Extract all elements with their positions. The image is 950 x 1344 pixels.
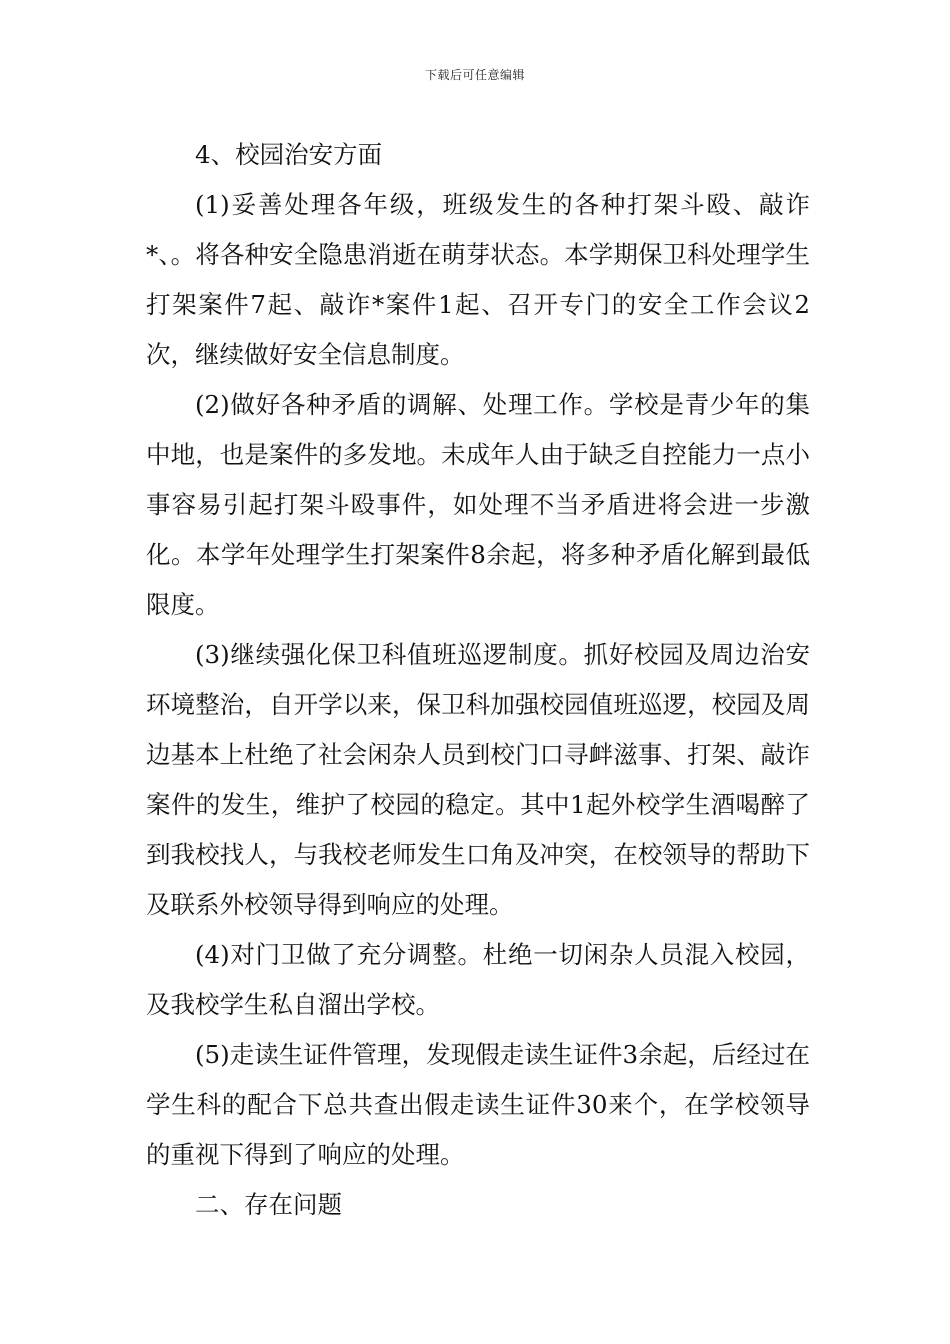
paragraph-4: (4)对门卫做了充分调整。杜绝一切闲杂人员混入校园，及我校学生私自溜出学校。 bbox=[146, 940, 810, 1019]
header-note: 下载后可任意编辑 bbox=[424, 68, 525, 82]
section-title: 4、校园治安方面 bbox=[195, 140, 383, 169]
paragraph-1: (1)妥善处理各年级，班级发生的各种打架斗殴、敲诈*、。将各种安全隐患消逝在萌芽状态。本学期保卫科处理学生打架案件7起、敲诈*案件1起、召开专门的安全工作会议2次，继续做好安全信息制度。 bbox=[146, 190, 810, 369]
next-section-title: 二、存在问题 bbox=[195, 1190, 342, 1219]
paragraph-5: (5)走读生证件管理，发现假走读生证件3余起，后经过在学生科的配合下总共查出假走读生证件30来个，在学校领导的重视下得到了响应的处理。 bbox=[146, 1040, 810, 1169]
paragraph-3: (3)继续强化保卫科值班巡逻制度。抓好校园及周边治安环境整治，自开学以来，保卫科加强校园值班巡逻，校园及周边基本上杜绝了社会闲杂人员到校门口寻衅滋事、打架、敲诈案件的发生，维护了校园的稳定。其中1起外校学生酒喝醉了到我校找人，与我校老师发生口角及冲突，在校领导的帮助下及联系外校领导得到响应的处理。 bbox=[146, 640, 810, 919]
paragraph-2: (2)做好各种矛盾的调解、处理工作。学校是青少年的集中地，也是案件的多发地。未成年人由于缺乏自控能力一点小事容易引起打架斗殴事件，如处理不当矛盾进将会进一步激化。本学年处理学生打架案件8余起，将多种矛盾化解到最低限度。 bbox=[146, 390, 810, 619]
document-body bbox=[146, 130, 810, 1230]
